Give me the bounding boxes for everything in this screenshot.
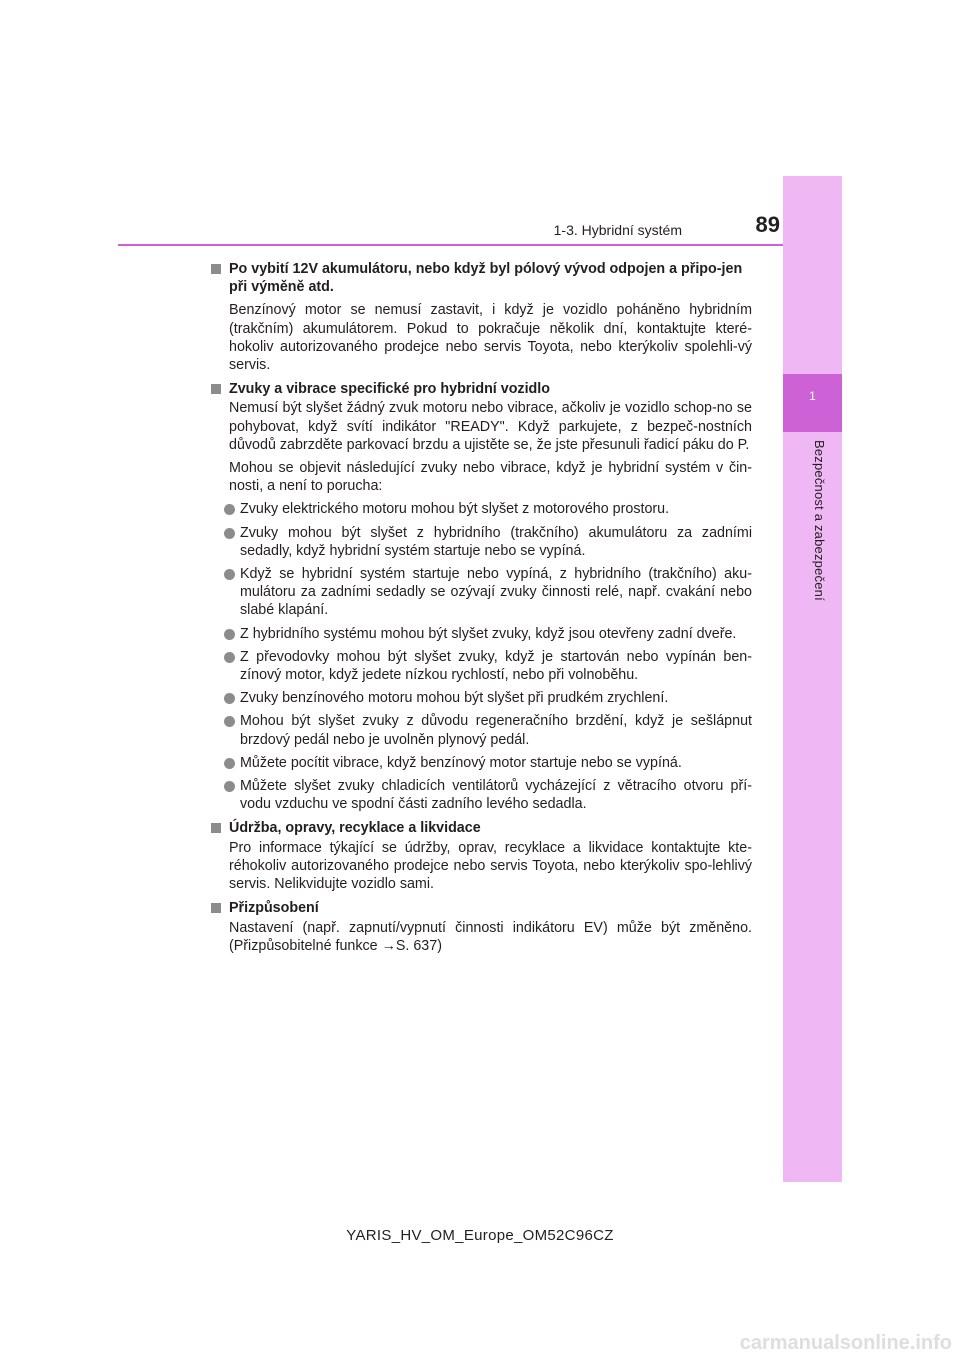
round-bullet-icon xyxy=(224,781,235,792)
list-item: Zvuky mohou být slyšet z hybridního (trakčního) akumulátoru za zadními sedadly, když hybridní systém startuje nebo se vypíná. xyxy=(210,524,752,560)
document-code: YARIS_HV_OM_Europe_OM52C96CZ xyxy=(346,1227,614,1244)
round-bullet-icon xyxy=(224,652,235,663)
round-bullet-icon xyxy=(224,716,235,727)
list-item: Zvuky elektrického motoru mohou být slyšet z motorového prostoru. xyxy=(210,500,752,518)
page-content xyxy=(210,254,752,955)
page-number: 89 xyxy=(755,212,780,237)
section-heading: Údržba, opravy, recyklace a likvidace xyxy=(210,819,752,837)
list-item: Zvuky benzínového motoru mohou být slyšet při prudkém zrychlení. xyxy=(210,689,752,707)
paragraph: Benzínový motor se nemusí zastavit, i když je vozidlo poháněno hybridním (trakčním) akumulátorem. Pokud to pokračuje několik dní, kontaktujte které-hokoliv autorizovaného prodejce nebo servis Toyota, nebo kterýkoliv spolehli-vý servis. xyxy=(229,302,752,374)
watermark: carmanualsonline.info xyxy=(739,1332,952,1354)
section-customization xyxy=(210,899,752,955)
round-bullet-icon xyxy=(224,569,235,580)
square-bullet-icon xyxy=(211,264,221,274)
section-title: 1-3. Hybridní systém xyxy=(553,222,682,238)
chapter-side-tab xyxy=(783,176,842,1182)
section-heading: Přizpůsobení xyxy=(210,899,752,917)
section-battery-disconnect xyxy=(210,260,752,374)
list-item: Z převodovky mohou být slyšet zvuky, když je startován nebo vypínán ben-zínový motor, když jedete nízkou rychlostí, nebo při volnoběhu. xyxy=(210,648,752,684)
paragraph: Mohou se objevit následující zvuky nebo vibrace, když je hybridní systém v čin-nosti, a není to porucha: xyxy=(229,460,752,495)
round-bullet-icon xyxy=(224,758,235,769)
list-item: Můžete slyšet zvuky chladicích ventilátorů vycházející z větracího otvoru pří-vodu vzduchu ve spodní části zadního levého sedadla. xyxy=(210,777,752,813)
section-heading: Zvuky a vibrace specifické pro hybridní vozidlo xyxy=(210,380,752,398)
list-item: Mohou být slyšet zvuky z důvodu regeneračního brzdění, když je sešlápnut brzdový pedál nebo je uvolněn plynový pedál. xyxy=(210,712,752,748)
list-item: Když se hybridní systém startuje nebo vypíná, z hybridního (trakčního) aku-mulátoru za zadními sedadly se ozývají zvuky činnosti relé, např. cvakání nebo slabé klapání. xyxy=(210,565,752,620)
header-rule xyxy=(118,244,783,246)
chapter-label: Bezpečnost a zabezpečení xyxy=(812,440,827,601)
section-sounds-vibrations xyxy=(210,380,752,813)
square-bullet-icon xyxy=(211,823,221,833)
square-bullet-icon xyxy=(211,384,221,394)
list-item: Můžete pocítit vibrace, když benzínový motor startuje nebo se vypíná. xyxy=(210,754,752,772)
section-maintenance xyxy=(210,819,752,893)
round-bullet-icon xyxy=(224,629,235,640)
list-item: Z hybridního systému mohou být slyšet zvuky, když jsou otevřeny zadní dveře. xyxy=(210,625,752,643)
round-bullet-icon xyxy=(224,693,235,704)
paragraph: Nastavení (např. zapnutí/vypnutí činnosti indikátoru EV) může být změněno. (Přizpůsobitelné funkce →S. 637) xyxy=(229,919,752,954)
square-bullet-icon xyxy=(211,903,221,913)
chapter-number-marker xyxy=(783,374,842,432)
chapter-number: 1 xyxy=(809,389,816,403)
section-heading: Po vybití 12V akumulátoru, nebo když byl pólový vývod odpojen a připo-jen při výměně atd. xyxy=(210,260,752,296)
paragraph: Pro informace týkající se údržby, oprav, recyklace a likvidace kontaktujte kte-réhokoliv autorizovaného prodejce nebo servis Toyota, nebo kterýkoliv spo-lehlivý servis. Nelikvidujte vozidlo sami. xyxy=(229,839,752,893)
round-bullet-icon xyxy=(224,504,235,515)
paragraph: Nemusí být slyšet žádný zvuk motoru nebo vibrace, ačkoliv je vozidlo schop-no se pohybovat, když svítí indikátor "READY". Když parkujete, z bezpeč-nostních důvodů zabrzděte parkovací brzdu a ujistěte se, že jste přesunuli řadicí páku do P. xyxy=(229,400,752,453)
round-bullet-icon xyxy=(224,528,235,539)
